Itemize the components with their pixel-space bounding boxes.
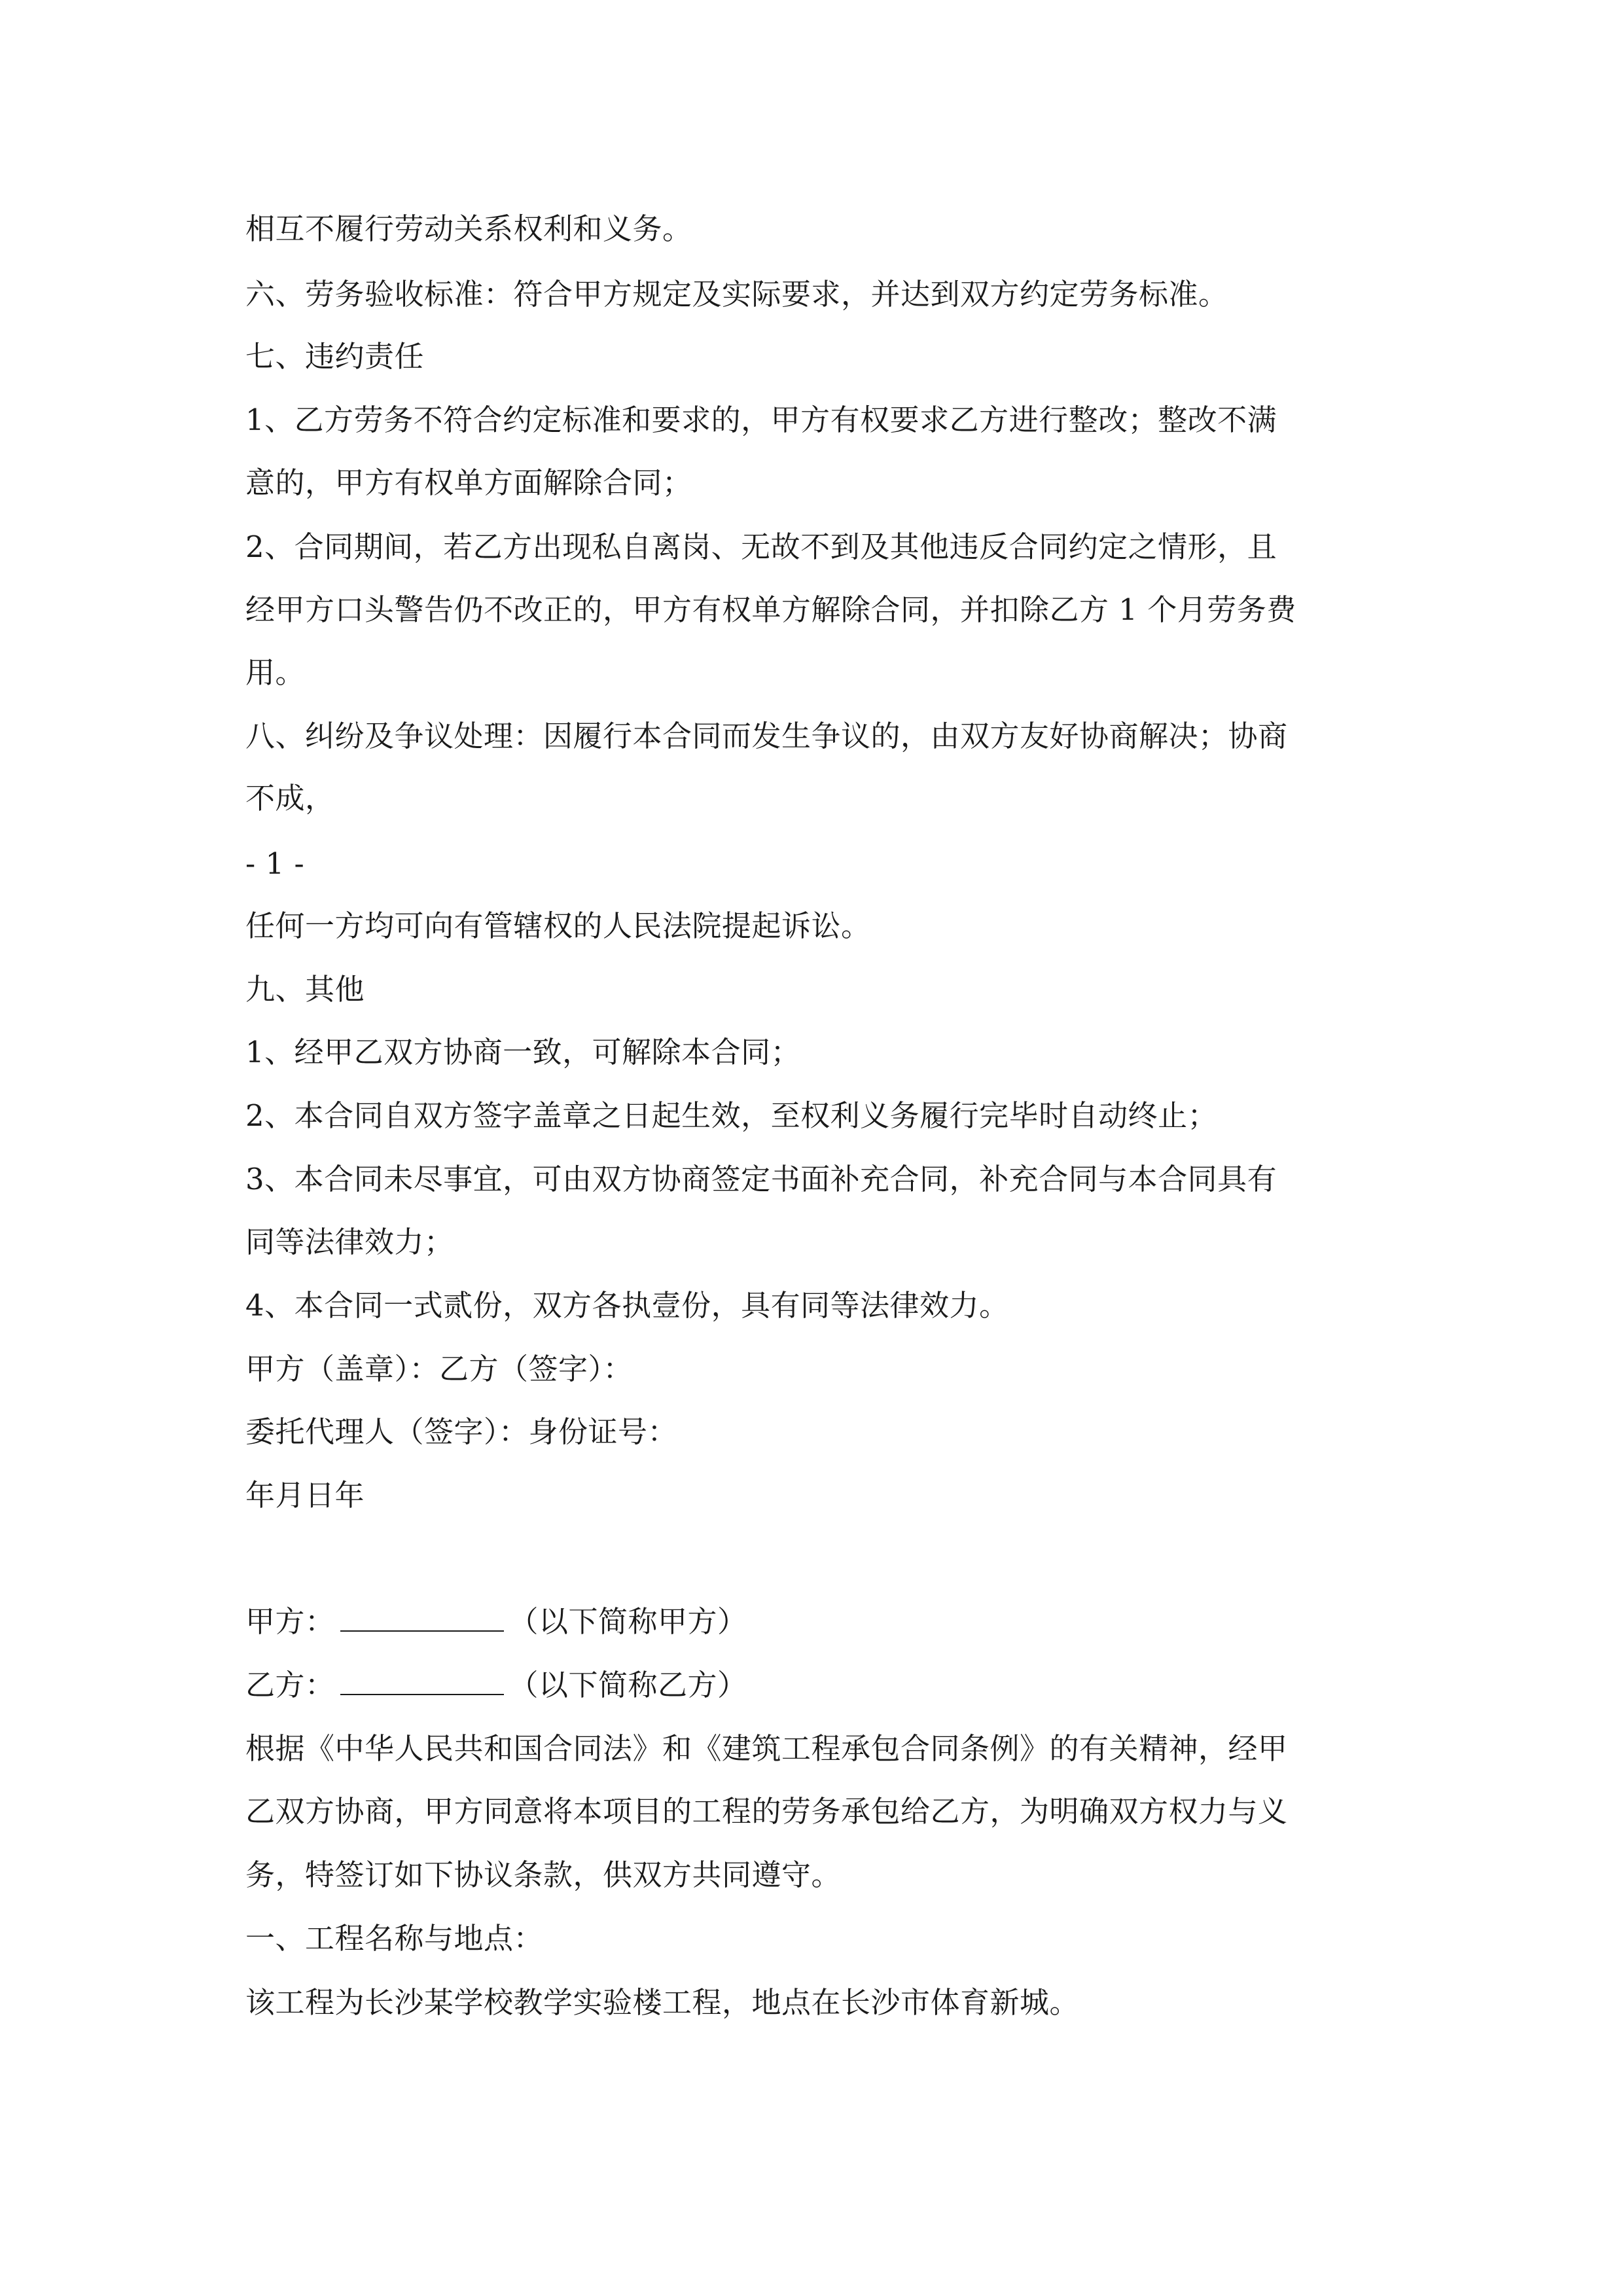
text-line: 经甲方口头警告仍不改正的，甲方有权单方解除合同，并扣除乙方 1 个月劳务费 bbox=[245, 592, 1296, 627]
text-line: 乙双方协商，甲方同意将本项目的工程的劳务承包给乙方，为明确双方权力与义 bbox=[245, 1794, 1288, 1829]
party-a-line bbox=[245, 1602, 747, 1641]
text-line: 任何一方均可向有管辖权的人民法院提起诉讼。 bbox=[245, 908, 871, 943]
party-b-line bbox=[245, 1666, 747, 1705]
party-a-blank bbox=[340, 1603, 504, 1632]
text-line: 1、经甲乙双方协商一致，可解除本合同； bbox=[245, 1035, 801, 1069]
text-line: 该工程为长沙某学校教学实验楼工程，地点在长沙市体育新城。 bbox=[245, 1985, 1080, 2020]
party-b-blank bbox=[340, 1666, 504, 1695]
text-line: 4、本合同一式贰份，双方各执壹份，具有同等法律效力。 bbox=[245, 1288, 1009, 1323]
text-line: 2、合同期间，若乙方出现私自离岗、无故不到及其他违反合同约定之情形，且 bbox=[245, 529, 1277, 564]
section-heading: 九、其他 bbox=[245, 972, 365, 1007]
party-a-label: 甲方： bbox=[245, 1604, 335, 1639]
signature-line: 甲方（盖章）：乙方（签字）： bbox=[245, 1352, 633, 1386]
text-line: 根据《中华人民共和国合同法》和《建筑工程承包合同条例》的有关精神，经甲 bbox=[245, 1731, 1288, 1766]
party-a-suffix: （以下简称甲方） bbox=[508, 1604, 747, 1639]
text-line: 八、纠纷及争议处理：因履行本合同而发生争议的，由双方友好协商解决；协商 bbox=[245, 719, 1288, 753]
text-line: 1、乙方劳务不符合约定标准和要求的，甲方有权要求乙方进行整改；整改不满 bbox=[245, 403, 1277, 437]
party-b-label: 乙方： bbox=[245, 1668, 335, 1702]
text-line: 六、劳务验收标准：符合甲方规定及实际要求，并达到双方约定劳务标准。 bbox=[245, 277, 1228, 312]
text-line: 不成， bbox=[245, 781, 335, 816]
text-line: 3、本合同未尽事宜，可由双方协商签定书面补充合同，补充合同与本合同具有 bbox=[245, 1162, 1277, 1196]
text-line: 务，特签订如下协议条款，供双方共同遵守。 bbox=[245, 1857, 842, 1892]
text-line: 同等法律效力； bbox=[245, 1225, 454, 1259]
text-line: 用。 bbox=[245, 655, 306, 690]
date-line: 年月日年 bbox=[245, 1478, 365, 1513]
text-line: 意的，甲方有权单方面解除合同； bbox=[245, 465, 692, 500]
text-line: 相互不履行劳动关系权利和义务。 bbox=[245, 211, 692, 246]
party-b-suffix: （以下简称乙方） bbox=[508, 1668, 747, 1702]
section-heading: 七、违约责任 bbox=[245, 339, 425, 374]
page-number: - 1 - bbox=[245, 846, 305, 881]
text-line: 2、本合同自双方签字盖章之日起生效，至权利义务履行完毕时自动终止； bbox=[245, 1098, 1218, 1133]
signature-line: 委托代理人（签字）：身份证号： bbox=[245, 1414, 678, 1449]
section-heading: 一、工程名称与地点： bbox=[245, 1921, 544, 1956]
